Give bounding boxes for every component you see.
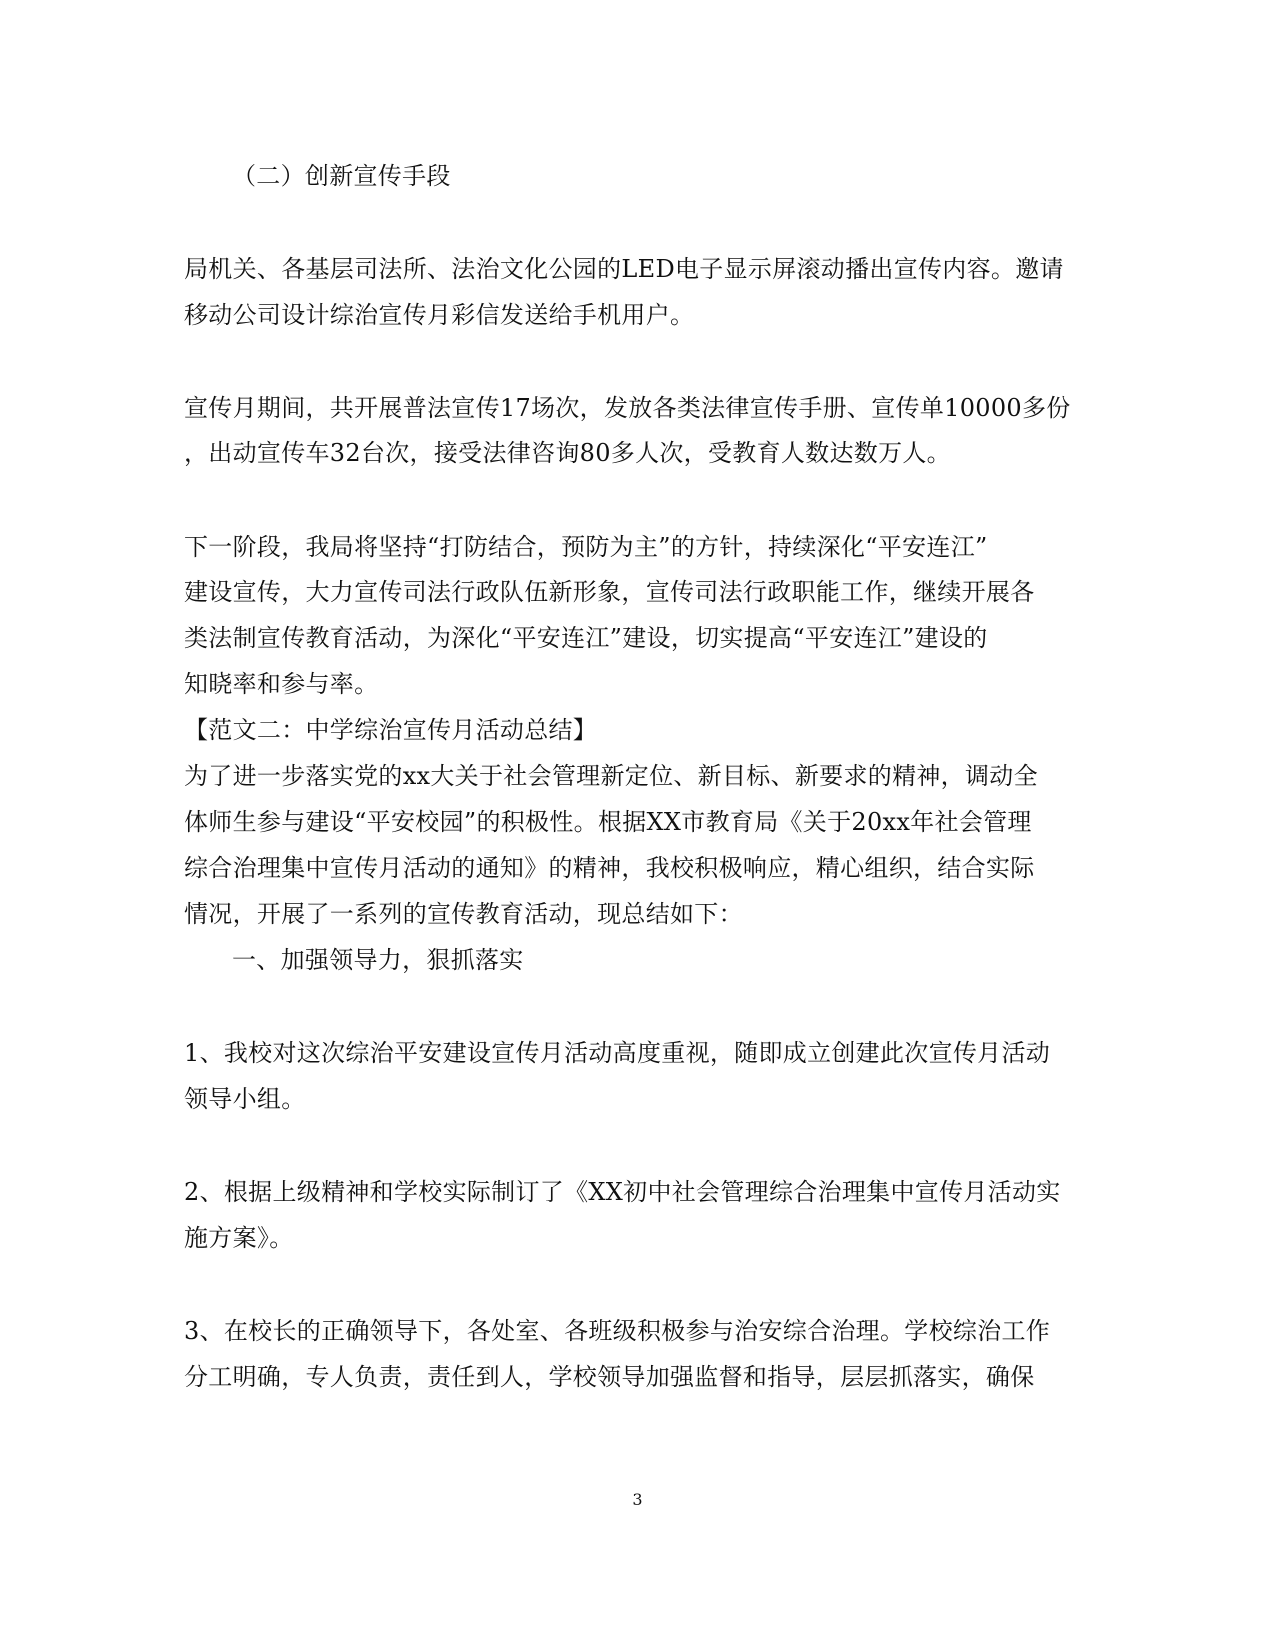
- paragraph-line: 建设宣传，大力宣传司法行政队伍新形象，宣传司法行政职能工作，继续开展各: [184, 578, 1035, 606]
- paragraph-line: 类法制宣传教育活动，为深化“平安连江”建设，切实提高“平安连江”建设的: [184, 624, 988, 652]
- paragraph-line: 下一阶段，我局将坚持“打防结合，预防为主”的方针，持续深化“平安连江”: [184, 533, 988, 561]
- paragraph-line: 体师生参与建设“平安校园”的积极性。根据XX市教育局《关于20xx年社会管理: [184, 808, 1032, 836]
- list-item-line: 2、根据上级精神和学校实际制订了《XX初中社会管理综合治理集中宣传月活动实: [184, 1178, 1061, 1206]
- paragraph-line: 为了进一步落实党的xx大关于社会管理新定位、新目标、新要求的精神，调动全: [184, 762, 1038, 790]
- list-item-line: 施方案》。: [184, 1224, 294, 1252]
- paragraph-line: ，出动宣传车32台次，接受法律咨询80多人次，受教育人数达数万人。: [184, 439, 951, 467]
- section-heading: 一、加强领导力，狠抓落实: [232, 946, 524, 974]
- list-item-line: 1、我校对这次综治平安建设宣传月活动高度重视，随即成立创建此次宣传月活动: [184, 1039, 1051, 1067]
- paragraph-line: 局机关、各基层司法所、法治文化公园的LED电子显示屏滚动播出宣传内容。邀请: [184, 255, 1064, 283]
- list-item-line: 领导小组。: [184, 1085, 306, 1113]
- paragraph-line: 情况，开展了一系列的宣传教育活动，现总结如下：: [184, 900, 743, 928]
- page-number: 3: [632, 1490, 643, 1509]
- section-heading: （二）创新宣传手段: [232, 162, 451, 190]
- list-item-line: 3、在校长的正确领导下，各处室、各班级积极参与治安综合治理。学校综治工作: [184, 1317, 1051, 1345]
- paragraph-line: 移动公司设计综治宣传月彩信发送给手机用户。: [184, 301, 695, 329]
- paragraph-line: 宣传月期间，共开展普法宣传17场次，发放各类法律宣传手册、宣传单10000多份: [184, 394, 1071, 422]
- paragraph-line: 综合治理集中宣传月活动的通知》的精神，我校积极响应，精心组织，结合实际: [184, 854, 1035, 882]
- paragraph-line: 知晓率和参与率。: [184, 670, 379, 698]
- article-title: 【范文二：中学综治宣传月活动总结】: [184, 716, 598, 744]
- list-item-line: 分工明确，专人负责，责任到人，学校领导加强监督和指导，层层抓落实，确保: [184, 1363, 1035, 1391]
